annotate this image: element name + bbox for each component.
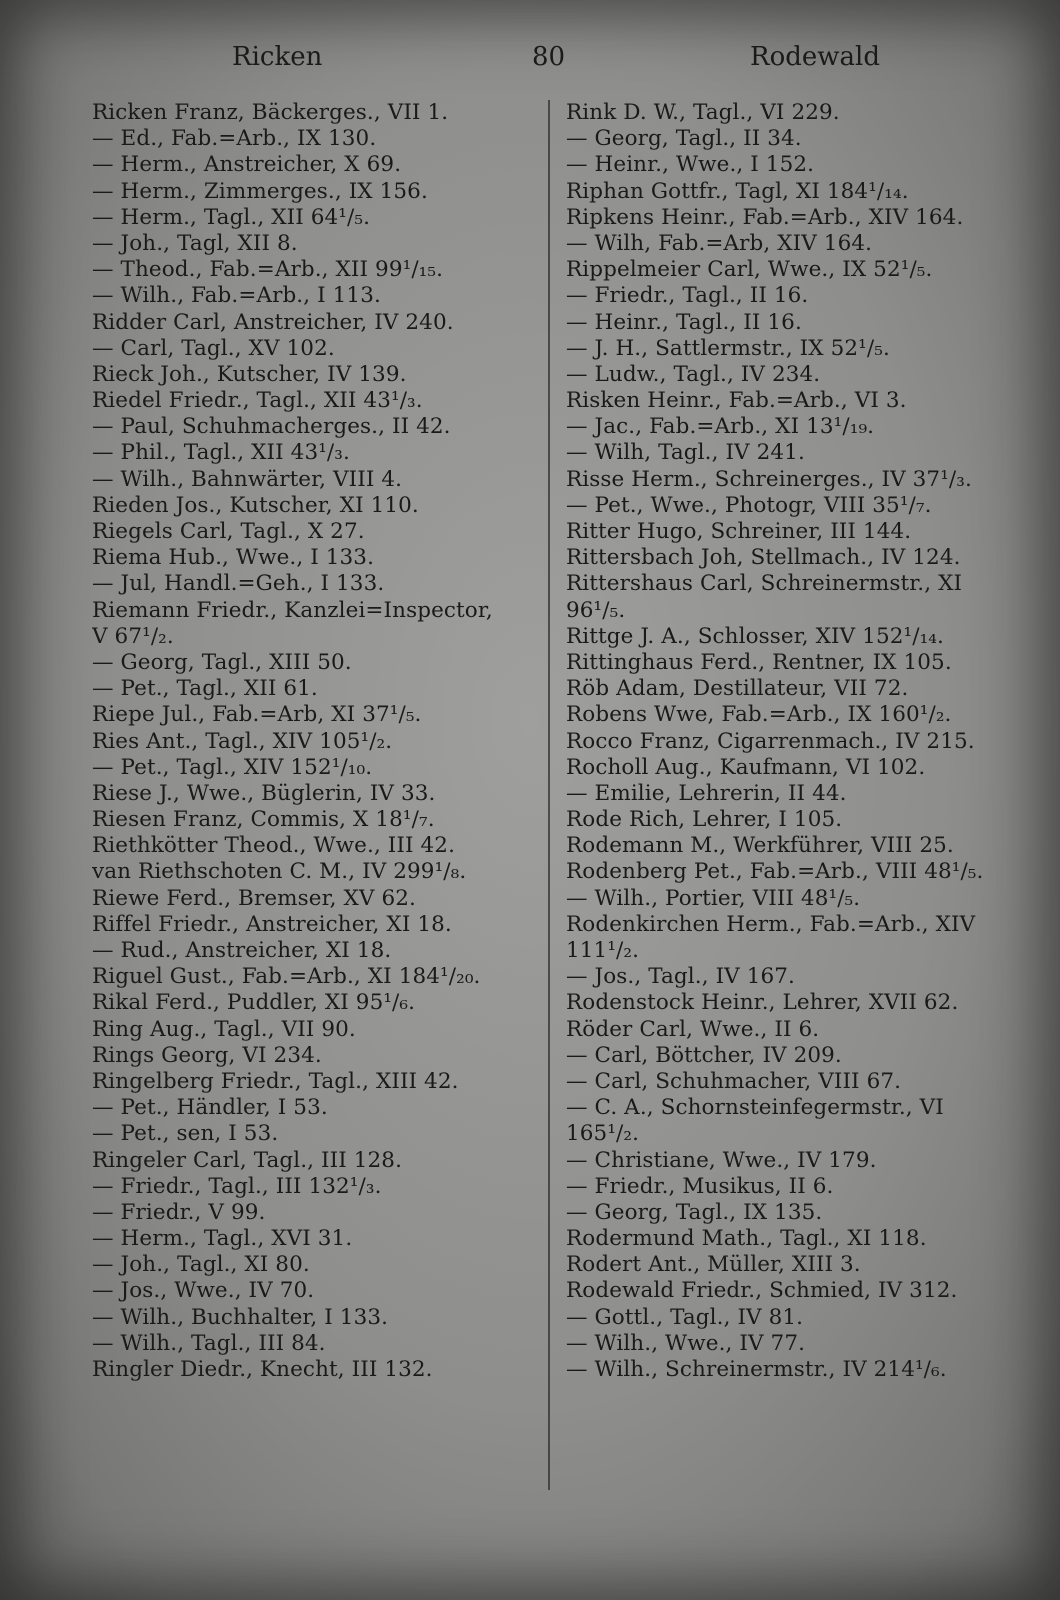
directory-entry: — Friedr., Tagl., III 132¹/₃. xyxy=(92,1173,382,1199)
directory-entry: Riema Hub., Wwe., I 133. xyxy=(92,545,375,571)
directory-entry: — Wilh., Bahnwärter, VIII 4. xyxy=(92,466,403,492)
directory-entry: Rodermund Math., Tagl., XI 118. xyxy=(566,1226,927,1252)
directory-entry: — Georg, Tagl., IX 135. xyxy=(566,1199,823,1225)
directory-entry: Riesen Franz, Commis, X 18¹/₇. xyxy=(92,807,435,833)
directory-entry: — Wilh., Portier, VIII 48¹/₅. xyxy=(566,885,861,911)
directory-entry: Robens Wwe, Fab.=Arb., IX 160¹/₂. xyxy=(566,702,952,728)
directory-entry: — Wilh., Buchhalter, I 133. xyxy=(92,1304,389,1330)
directory-entry: Riguel Gust., Fab.=Arb., XI 184¹/₂₀. xyxy=(92,964,481,990)
directory-entry: Riepe Jul., Fab.=Arb, XI 37¹/₅. xyxy=(92,702,422,728)
directory-entry: — Ludw., Tagl., IV 234. xyxy=(566,361,821,387)
directory-entry: Röder Carl, Wwe., II 6. xyxy=(566,1016,820,1042)
page-number: 80 xyxy=(532,42,566,72)
directory-entry: — Heinr., Wwe., I 152. xyxy=(566,152,815,178)
directory-entry: Risse Herm., Schreinerges., IV 37¹/₃. xyxy=(566,466,972,492)
directory-entry: — Carl, Tagl., XV 102. xyxy=(92,335,335,361)
directory-entry: — Pet., Tagl., XIV 152¹/₁₀. xyxy=(92,754,373,780)
directory-entry: Rocco Franz, Cigarrenmach., IV 215. xyxy=(566,728,975,754)
directory-entry: Ringelberg Friedr., Tagl., XIII 42. xyxy=(92,1068,459,1094)
directory-entry: — J. H., Sattlermstr., IX 52¹/₅. xyxy=(566,335,890,361)
directory-entry: — Friedr., V 99. xyxy=(92,1199,266,1225)
directory-entry: — Pet., Wwe., Photogr, VIII 35¹/₇. xyxy=(566,492,932,518)
directory-entry: — Wilh., Wwe., IV 77. xyxy=(566,1330,806,1356)
directory-entry: Risken Heinr., Fab.=Arb., VI 3. xyxy=(566,388,907,414)
directory-entry: — Wilh., Tagl., III 84. xyxy=(92,1330,326,1356)
directory-entry: — Carl, Schuhmacher, VIII 67. xyxy=(566,1068,902,1094)
directory-entry: Rink D. W., Tagl., VI 229. xyxy=(566,100,840,125)
directory-entry: Ripkens Heinr., Fab.=Arb., XIV 164. xyxy=(566,204,964,230)
directory-entry: — C. A., Schornsteinfegermstr., VI xyxy=(566,1095,944,1121)
directory-entry: — Herm., Zimmerges., IX 156. xyxy=(92,178,428,204)
directory-entry: — Jos., Tagl., IV 167. xyxy=(566,964,795,990)
right-column xyxy=(566,100,1016,1383)
directory-entry: — Rud., Anstreicher, XI 18. xyxy=(92,938,392,963)
directory-entry: — Pet., Tagl., XII 61. xyxy=(92,676,318,702)
directory-entry: Ridder Carl, Anstreicher, IV 240. xyxy=(92,309,454,335)
directory-entry: Rieden Jos., Kutscher, XI 110. xyxy=(92,492,419,518)
directory-entry: Ringeler Carl, Tagl., III 128. xyxy=(92,1147,403,1173)
directory-entry: V 67¹/₂. xyxy=(92,623,174,649)
directory-entry: — Theod., Fab.=Arb., XII 99¹/₁₅. xyxy=(92,257,444,283)
directory-entry: Rings Georg, VI 234. xyxy=(92,1042,322,1068)
directory-entry: Rodewald Friedr., Schmied, IV 312. xyxy=(566,1278,958,1304)
header-right-catchword: Rodewald xyxy=(750,42,880,72)
directory-entry: Riethkötter Theod., Wwe., III 42. xyxy=(92,833,456,859)
directory-entry: — Georg, Tagl., II 34. xyxy=(566,126,802,152)
directory-entry: — Joh., Tagl, XII 8. xyxy=(92,230,298,256)
directory-entry: Rocholl Aug., Kaufmann, VI 102. xyxy=(566,754,926,780)
directory-entry: Rieck Joh., Kutscher, IV 139. xyxy=(92,361,407,387)
directory-entry: — Heinr., Tagl., II 16. xyxy=(566,309,802,335)
directory-entry: Rikal Ferd., Puddler, XI 95¹/₆. xyxy=(92,990,416,1016)
directory-entry: — Carl, Böttcher, IV 209. xyxy=(566,1042,842,1068)
directory-entry: — Gottl., Tagl., IV 81. xyxy=(566,1304,804,1330)
header-left-catchword: Ricken xyxy=(232,42,323,72)
directory-entry: van Riethschoten C. M., IV 299¹/₈. xyxy=(92,859,467,885)
directory-entry: Ringler Diedr., Knecht, III 132. xyxy=(92,1357,433,1382)
directory-entry: — Wilh, Fab.=Arb, XIV 164. xyxy=(566,230,873,256)
directory-entry: — Jos., Wwe., IV 70. xyxy=(92,1278,315,1304)
directory-entry: — Jul, Handl.=Geh., I 133. xyxy=(92,571,385,597)
directory-entry: Rodenberg Pet., Fab.=Arb., VIII 48¹/₅. xyxy=(566,859,984,885)
directory-entry: — Joh., Tagl., XI 80. xyxy=(92,1252,310,1278)
directory-entry: — Phil., Tagl., XII 43¹/₃. xyxy=(92,440,350,466)
directory-entry: — Wilh., Fab.=Arb., I 113. xyxy=(92,283,381,309)
directory-entry: — Paul, Schuhmacherges., II 42. xyxy=(92,414,451,440)
directory-entry: Riedel Friedr., Tagl., XII 43¹/₃. xyxy=(92,388,423,414)
directory-entry: — Jac., Fab.=Arb., XI 13¹/₁₉. xyxy=(566,414,875,440)
directory-entry: — Pet., Händler, I 53. xyxy=(92,1095,328,1121)
directory-entry: — Wilh, Tagl., IV 241. xyxy=(566,440,805,466)
directory-entry: — Friedr., Tagl., II 16. xyxy=(566,283,809,309)
directory-entry: Rode Rich, Lehrer, I 105. xyxy=(566,807,843,833)
directory-entry: Röb Adam, Destillateur, VII 72. xyxy=(566,676,909,702)
page-header xyxy=(0,42,1060,82)
directory-entry: 111¹/₂. xyxy=(566,938,640,963)
left-column xyxy=(92,100,537,1383)
directory-entry: Rodenkirchen Herm., Fab.=Arb., XIV xyxy=(566,911,976,937)
directory-entry: — Pet., sen, I 53. xyxy=(92,1121,279,1147)
directory-entry: Ricken Franz, Bäckerges., VII 1. xyxy=(92,100,449,125)
directory-entry: — Christiane, Wwe., IV 179. xyxy=(566,1147,877,1173)
directory-entry: Riewe Ferd., Bremser, XV 62. xyxy=(92,885,416,911)
column-divider xyxy=(548,100,550,1490)
directory-entry: Riegels Carl, Tagl., X 27. xyxy=(92,519,365,544)
directory-entry: Rodert Ant., Müller, XIII 3. xyxy=(566,1252,861,1278)
directory-entry: — Wilh., Schreinermstr., IV 214¹/₆. xyxy=(566,1357,947,1382)
directory-entry: — Herm., Tagl., XII 64¹/₅. xyxy=(92,204,371,230)
directory-entry: Riffel Friedr., Anstreicher, XI 18. xyxy=(92,911,452,937)
directory-entry: Riphan Gottfr., Tagl, XI 184¹/₁₄. xyxy=(566,178,909,204)
directory-entry: Rittge J. A., Schlosser, XIV 152¹/₁₄. xyxy=(566,623,944,649)
directory-entry: Riemann Friedr., Kanzlei=Inspector, xyxy=(92,597,493,623)
directory-entry: Riese J., Wwe., Büglerin, IV 33. xyxy=(92,780,436,806)
directory-entry: Rittershaus Carl, Schreinermstr., XI xyxy=(566,571,963,597)
directory-entry: — Ed., Fab.=Arb., IX 130. xyxy=(92,126,377,152)
directory-entry: Ries Ant., Tagl., XIV 105¹/₂. xyxy=(92,728,393,754)
directory-entry: — Herm., Tagl., XVI 31. xyxy=(92,1226,353,1252)
directory-entry: 96¹/₅. xyxy=(566,597,626,623)
directory-entry: — Herm., Anstreicher, X 69. xyxy=(92,152,402,178)
directory-entry: Rippelmeier Carl, Wwe., IX 52¹/₅. xyxy=(566,257,933,283)
directory-entry: — Georg, Tagl., XIII 50. xyxy=(92,649,352,675)
directory-entry: — Emilie, Lehrerin, II 44. xyxy=(566,780,847,806)
directory-entry: Rodemann M., Werkführer, VIII 25. xyxy=(566,833,954,859)
directory-entry: 165¹/₂. xyxy=(566,1121,640,1147)
directory-entry: Ritter Hugo, Schreiner, III 144. xyxy=(566,519,912,544)
directory-entry: — Friedr., Musikus, II 6. xyxy=(566,1173,834,1199)
directory-entry: Rodenstock Heinr., Lehrer, XVII 62. xyxy=(566,990,959,1016)
directory-entry: Ring Aug., Tagl., VII 90. xyxy=(92,1016,356,1042)
directory-entry: Rittersbach Joh, Stellmach., IV 124. xyxy=(566,545,961,571)
directory-entry: Rittinghaus Ferd., Rentner, IX 105. xyxy=(566,649,952,675)
